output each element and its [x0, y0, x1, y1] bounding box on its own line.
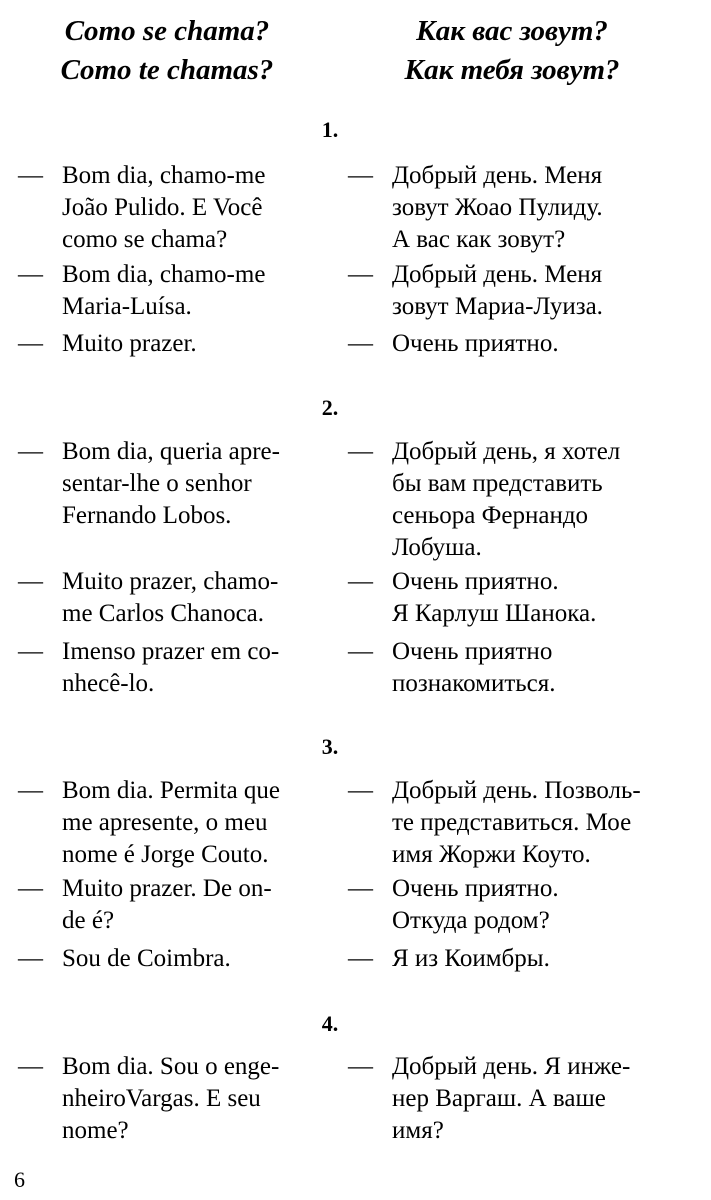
dash: —	[18, 1053, 43, 1080]
dash: —	[348, 568, 373, 595]
title-line: Как вас зовут?	[416, 15, 608, 47]
text-line: Очень приятно.	[392, 568, 559, 595]
text-line: А вас как зовут?	[392, 226, 566, 253]
title-portuguese	[22, 12, 312, 90]
text-line: зовут Жоао Пулиду.	[392, 194, 603, 221]
title-line: Как тебя зовут?	[404, 54, 620, 86]
dash: —	[348, 438, 373, 465]
text-line: me Carlos Chanoca.	[62, 600, 265, 627]
dash: —	[348, 945, 373, 972]
text-line: те представиться. Мое	[392, 809, 632, 836]
text-line: Muito prazer.	[62, 330, 197, 357]
dash: —	[348, 777, 373, 804]
dash: —	[348, 162, 373, 189]
text-line: Maria-Luísa.	[62, 293, 192, 320]
dash: —	[18, 330, 43, 357]
text-line: нер Варгаш. А ваше	[392, 1085, 606, 1112]
text-line: Fernando Lobos.	[62, 502, 232, 529]
text-line: Muito prazer, chamo-	[62, 568, 279, 595]
text-line: Bom dia, queria apre-	[62, 438, 280, 465]
dash: —	[348, 638, 373, 665]
text-line: Откуда родом?	[392, 907, 550, 934]
text-line: nome é Jorge Couto.	[62, 841, 269, 868]
text-line: João Pulido. E Você	[62, 194, 263, 221]
text-line: Очень приятно.	[392, 875, 559, 902]
title-line: Como se chama?	[64, 15, 270, 47]
title-line: Como te chamas?	[60, 54, 274, 86]
text-line: Bom dia, chamo-me	[62, 162, 266, 189]
text-line: sentar-lhe o senhor	[62, 470, 252, 497]
text-line: nome?	[62, 1117, 129, 1144]
dash: —	[18, 777, 43, 804]
dash: —	[18, 945, 43, 972]
section-number: 2.	[321, 395, 339, 420]
text-line: Добрый день. Я инже-	[392, 1053, 631, 1080]
dash: —	[348, 330, 373, 357]
text-line: nhecê-lo.	[62, 670, 155, 697]
text-line: Добрый день. Позволь-	[392, 777, 641, 804]
page-number: 6	[14, 1167, 25, 1192]
text-line: me apresente, o meu	[62, 809, 268, 836]
text-line: Я из Коимбры.	[392, 945, 550, 972]
text-line: Muito prazer. De on-	[62, 875, 272, 902]
dash: —	[18, 568, 43, 595]
section-number: 1.	[321, 117, 339, 142]
section-number: 4.	[321, 1011, 339, 1036]
text-line: бы вам представить	[392, 470, 603, 497]
dash: —	[348, 261, 373, 288]
text-line: Лобуша.	[392, 534, 482, 561]
text-line: познакомиться.	[392, 670, 556, 697]
section-number: 3.	[321, 734, 339, 759]
dash: —	[18, 875, 43, 902]
dash: —	[348, 875, 373, 902]
text-line: имя Жоржи Коуто.	[392, 841, 591, 868]
text-line: como se chama?	[62, 226, 228, 253]
text-line: Bom dia. Sou o enge-	[62, 1053, 280, 1080]
dash: —	[18, 438, 43, 465]
text-line: сеньора Фернандо	[392, 502, 589, 529]
dialogue-title	[0, 12, 711, 92]
text-line: Bom dia. Permita que	[62, 777, 281, 804]
text-line: Очень приятно	[392, 638, 553, 665]
dash: —	[18, 162, 43, 189]
dash: —	[18, 638, 43, 665]
text-line: de é?	[62, 907, 115, 934]
text-line: nheiroVargas. E seu	[62, 1085, 261, 1112]
text-line: имя?	[392, 1117, 444, 1144]
text-line: Добрый день. Меня	[392, 162, 603, 189]
text-line: Bom dia, chamo-me	[62, 261, 266, 288]
text-line: Добрый день. Меня	[392, 261, 603, 288]
text-line: Sou de Coimbra.	[62, 945, 231, 972]
dash: —	[348, 1053, 373, 1080]
text-line: Я Карлуш Шанока.	[392, 600, 597, 627]
dash: —	[18, 261, 43, 288]
text-line: Очень приятно.	[392, 330, 559, 357]
text-line: Добрый день, я хотел	[392, 438, 621, 465]
text-line: зовут Мариа-Луиза.	[392, 293, 603, 320]
text-line: Imenso prazer em co-	[62, 638, 280, 665]
title-russian	[352, 12, 672, 90]
